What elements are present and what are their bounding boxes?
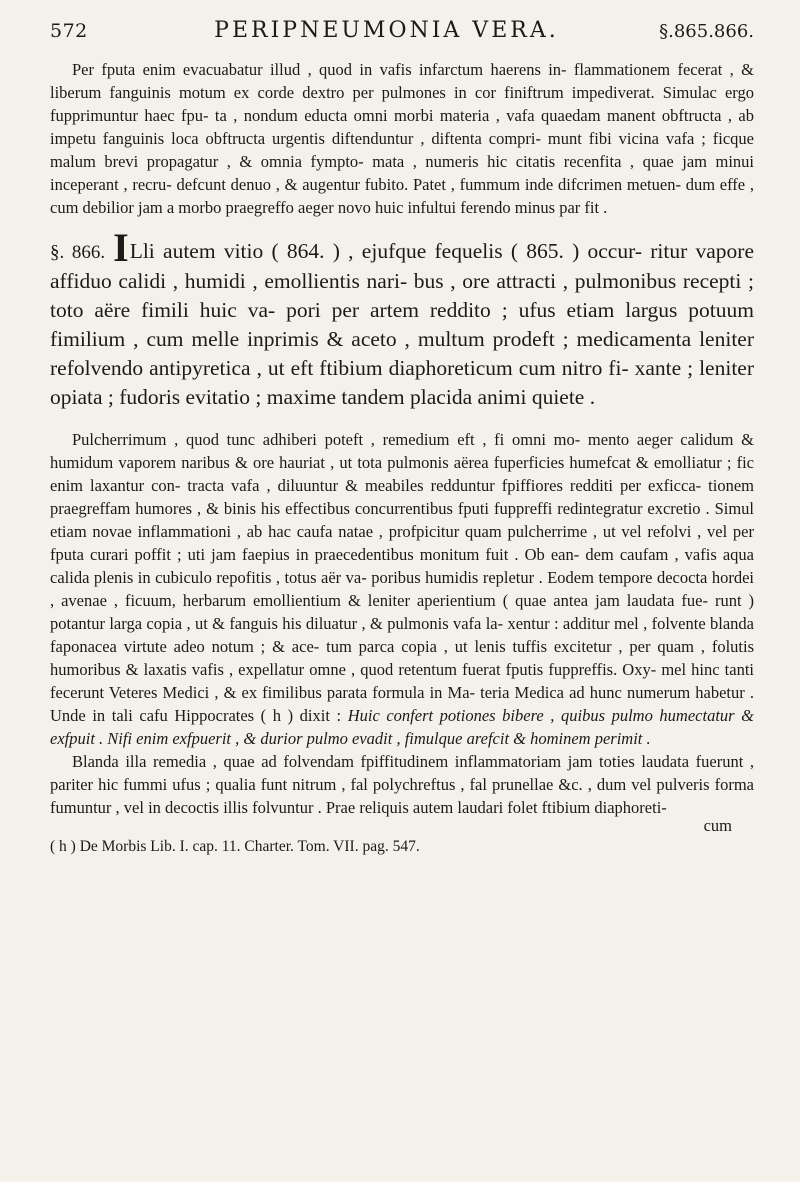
hippocrates-quote: Huic confert potiones bibere , quibus pulmo humectatur & exfpuit . Nifi enim exfpuerit , & durior pulmo evadit , fimulque arefcit & hominem perimit . [50, 706, 755, 748]
footnote: ( h ) De Morbis Lib. I. cap. 11. Charter. Tom. VII. pag. 547. [50, 838, 420, 855]
drop-cap: I [113, 225, 129, 270]
section-range: §.865.866. [659, 21, 754, 42]
commentary [50, 428, 754, 819]
intro-paragraph: Per fputa enim evacuabatur illud , quod in vafis infarctum haerens in- flammationem fecerat , & liberum fanguinis motum ex corde dextro per pulmones in cor finiftrum impediverat. Simulac ergo fupprimuntur haec fpu- ta , nondum educta omni morbi materia , vafa quaedam manent obftructa , ab impetu fanguinis loca obftructa urgentis diftenduntur , diftenta compri- munt fibi vicina vafa ; ficque malum brevi propagatur , & omnia fympto- mata , numeris hic citatis recenfita , quae jam minui inceperant , recru- defcunt denuo , & augentur fubito. Patet , fummum inde difcrimen metuen- dum effe , cum debilior jam a morbo praegreffo aeger novo huic infultui ferendo minus par fit . [50, 60, 754, 217]
catchword: cum [703, 816, 732, 835]
commentary-text-1: Pulcherrimum , quod tunc adhiberi poteft , remedium eft , fi omni mo- mento aeger calidum & humidum vaporem naribus & ore hauriat , ut tota pulmonis aërea fuperficies humefcat & emolliatur ; fic enim laxantur con- tracta vafa , diluuntur & meabiles redduntur fpiffiores redditi per exficca- tionem praegreffam humores , & binis his effectibus concurrentibus fputi fuppreffi redintegratur excretio . Simul etiam novae inflammationi , ab hac caufa natae , profpicitur quam pulcherrime , ut vel refolvi , vel per fputa curari poffit ; uti jam faepius in praecedentibus monitum fuit . Ob ean- dem caufam , vafis aqua calida plenis in cubiculo repofitis , totus aër va- poribus humidis repletur . Eodem tempore decocta hordei , avenae , ficuum, herbarum emollientium & leniter aperientium ( quae antea jam laudata fue- runt ) potantur larga copia , ut & fanguis his diluatur , & pulmonis vafa la- xentur : additur mel , folvente blanda faponacea virtute adeo notum ; & ace- tum parca copia , ut lenis tuffis excitetur , per quam , folutis humoribus & laxatis vafis , expellatur omne , quod retentum fuerat fputis fuppreffis. Oxy- mel hinc tanti fecerunt Veteres Medici , & ex fimilibus parata formula in Ma- teria Medica ad hunc numerum habetur . Unde in tali cafu Hippocrates ( h ) dixit : [50, 430, 754, 725]
running-title: PERIPNEUMONIA VERA. [214, 18, 559, 43]
page-header [50, 18, 754, 54]
section-number: §. 866. [50, 242, 106, 263]
commentary-paragraph-1 [50, 428, 754, 750]
commentary-paragraph-2: Blanda illa remedia , quae ad folvendam fpiffitudinem inflammatoriam jam toties laudata fuerunt , pariter hic fummi ufus ; qualia funt nitrum , fal polychreftus , fal prunellae &c. , dum vel pulveris forma fumuntur , vel in decoctis illis folvuntur . Prae reliquis autem laudari folet ftibium diaphoreti- [50, 752, 754, 817]
aphorism-text: Lli autem vitio ( 864. ) , ejufque fequelis ( 865. ) occur- ritur vapore affiduo calidi , humidi , emollientis nari- bus , ore attracti , pulmonibus recepti ; toto aëre fimili huic va- pori per artem reddito ; ufus etiam largus potuum fimilium , cum melle inprimis & aceto , multum prodeft ; medicamenta leniter refolvendo antipyretica , ut eft ftibium diaphoreticum cum nitro fi- xante ; leniter opiata ; fudoris evitatio ; maxime tandem placida animi quiete . [50, 239, 754, 409]
page-number: 572 [50, 20, 88, 42]
aphorism-866 [50, 225, 754, 412]
